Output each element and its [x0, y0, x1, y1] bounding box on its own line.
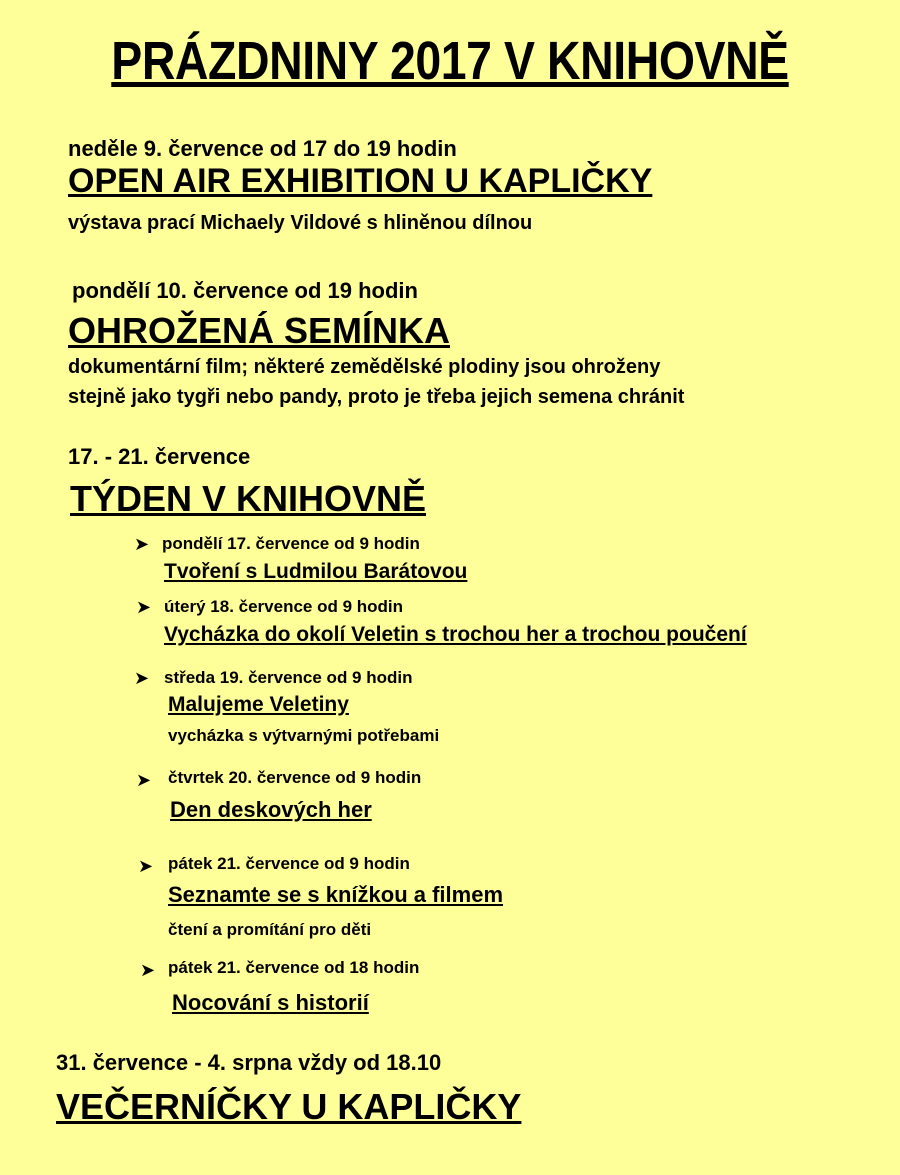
week-item-6-date: pátek 21. července od 18 hodin	[168, 958, 420, 977]
bullet-arrow-icon: ➤	[140, 960, 156, 980]
week-item-1-name: Tvoření s Ludmilou Barátovou	[164, 560, 468, 583]
bullet-arrow-icon: ➤	[138, 856, 154, 876]
event-3-name: TÝDEN V KNIHOVNĚ	[70, 478, 427, 519]
event-2-desc-line-2: stejně jako tygři nebo pandy, proto je třeba jejich semena chránit	[68, 386, 685, 408]
week-item-2-name: Vycházka do okolí Veletin s trochou her a trochou poučení	[164, 623, 747, 646]
week-item-4-date: čtvrtek 20. července od 9 hodin	[168, 768, 422, 787]
week-item-4-name: Den deskových her	[170, 797, 372, 822]
event-2-name: OHROŽENÁ SEMÍNKA	[68, 310, 451, 351]
week-item-5-desc: čtení a promítání pro děti	[168, 920, 372, 939]
event-1-desc: výstava prací Michaely Vildové s hliněnou dílnou	[68, 212, 533, 234]
event-1-name: OPEN AIR EXHIBITION U KAPLIČKY	[68, 162, 653, 200]
event-2-desc-line-1: dokumentární film; některé zemědělské plodiny jsou ohroženy	[68, 356, 661, 378]
event-2-date: pondělí 10. července od 19 hodin	[72, 278, 418, 303]
event-4-date: 31. července - 4. srpna vždy od 18.10	[56, 1050, 442, 1075]
event-3-date: 17. - 21. července	[68, 444, 251, 469]
bullet-arrow-icon: ➤	[136, 597, 152, 617]
page-title: PRÁZDNINY 2017 V KNIHOVNĚ	[111, 31, 789, 91]
week-item-3-date: středa 19. července od 9 hodin	[164, 668, 413, 687]
bullet-arrow-icon: ➤	[134, 668, 150, 688]
week-item-3-name: Malujeme Veletiny	[168, 693, 349, 716]
bullet-arrow-icon: ➤	[134, 534, 150, 554]
bullet-arrow-icon: ➤	[136, 770, 152, 790]
event-4-name: VEČERNÍČKY U KAPLIČKY	[56, 1086, 522, 1127]
event-1-date: neděle 9. července od 17 do 19 hodin	[68, 136, 457, 161]
week-item-1-date: pondělí 17. července od 9 hodin	[162, 534, 420, 553]
week-item-3-desc: vycházka s výtvarnými potřebami	[168, 726, 440, 745]
week-item-5-name: Seznamte se s knížkou a filmem	[168, 882, 504, 907]
week-item-2-date: úterý 18. července od 9 hodin	[164, 597, 404, 616]
week-item-6-name: Nocování s historií	[172, 990, 369, 1015]
week-item-5-date: pátek 21. července od 9 hodin	[168, 854, 410, 873]
